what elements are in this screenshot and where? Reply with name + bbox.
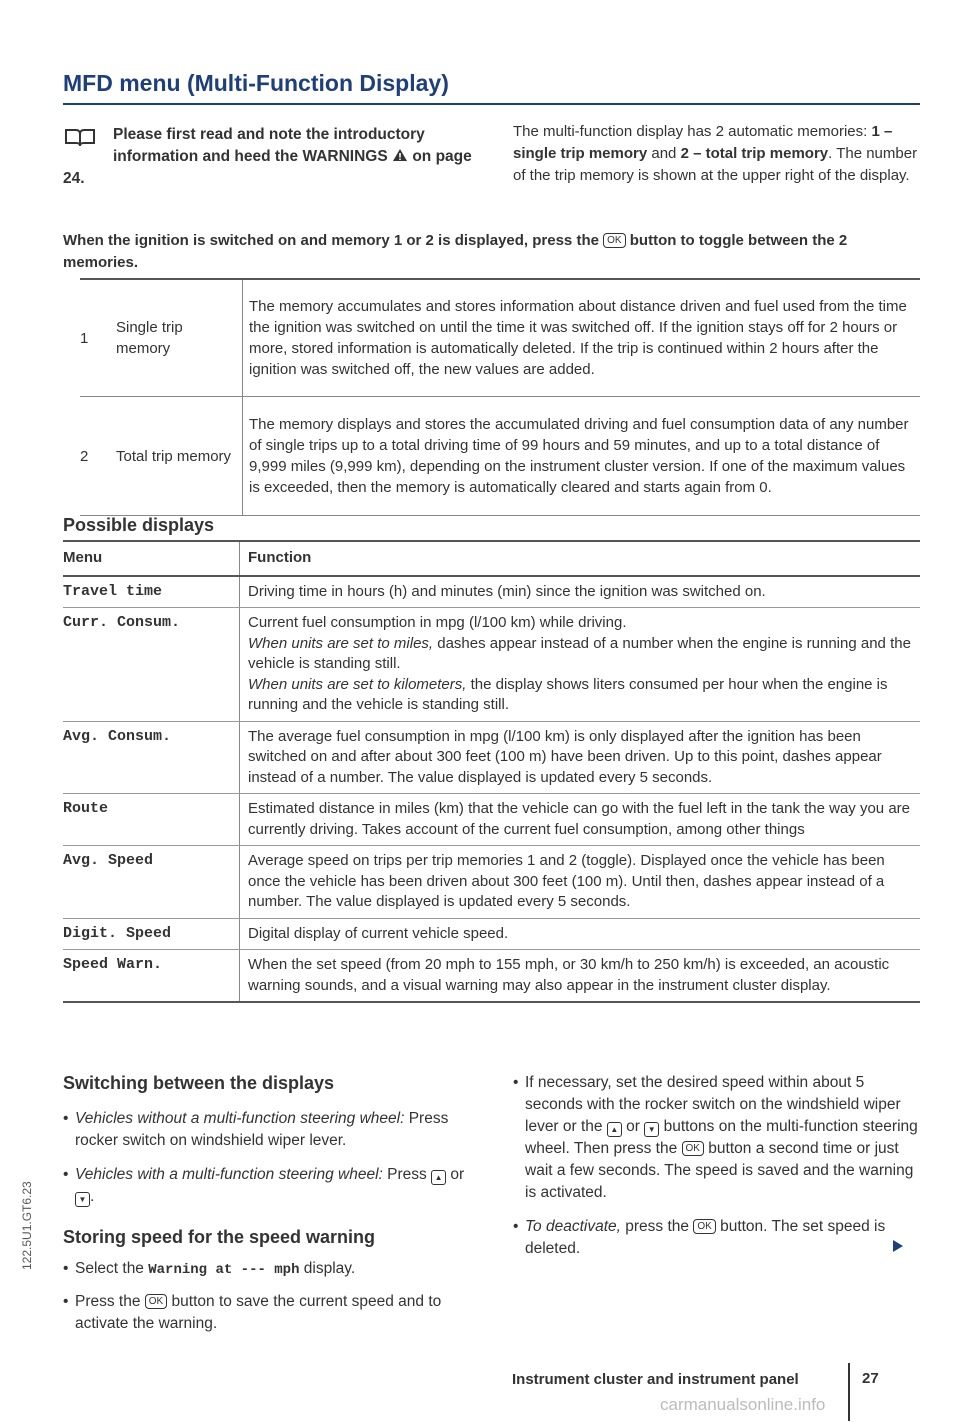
bullet-text: buttons on the multi-function steering wheel. Then press the (525, 1118, 918, 1157)
side-code: 122.5U1.GT6.23 (20, 1181, 34, 1270)
ok-button-icon: OK (145, 1294, 167, 1309)
memory-table (80, 278, 920, 516)
table-row (63, 794, 920, 846)
bullet-text: button a second time or just wait a few seconds. The speed is saved and the warning is activated. (525, 1140, 914, 1201)
left-column (63, 1072, 473, 1335)
footer-section: Instrument cluster and instrument panel (512, 1371, 799, 1388)
memory-row (80, 397, 920, 516)
function-cell (240, 608, 921, 722)
menu-cell: Curr. Consum. (63, 608, 240, 722)
memory-desc: The memory displays and stores the accumulated driving and fuel consumption data of any number of single trips up to a total driving time of 99 hours and 59 minutes, and up to a total distance of 9,999 miles (9,999 km), depending on the instrument cluster version. If one of the maximum values is exceeded, then the memory is automatically cleared and starts again from 0. (243, 397, 921, 516)
ok-button-icon: OK (693, 1219, 715, 1234)
function-part: the display shows liters consumed per hour when the engine is running and the vehicle is standing still. (248, 675, 888, 713)
memory-number: 2 (80, 397, 110, 516)
notice-text: Please first read and note the introductory information and heed the WARNINGS (113, 126, 425, 165)
function-text: Current fuel consumption in mpg (l/100 km) while driving. (248, 614, 627, 631)
memory-name: Total trip memory (110, 397, 243, 516)
bullet-italic: Vehicles with a multi-function steering wheel: (75, 1166, 383, 1183)
bullet-text: Select the (75, 1260, 149, 1277)
table-header (63, 541, 920, 576)
menu-cell: Travel time (63, 576, 240, 608)
function-text (248, 675, 912, 716)
displays-table (63, 540, 920, 1003)
table-row (63, 721, 920, 794)
function-cell: The average fuel consumption in mpg (l/100 km) is only displayed after the ignition has been switched on and after about 300 feet (100 m) have been driven. Up to this point, dashes appear instead of a number. The value displayed is updated every 5 seconds. (240, 721, 921, 794)
bullet-text: Press (382, 1166, 432, 1183)
function-cell: Digital display of current vehicle speed. (240, 918, 921, 950)
bullet-italic: Vehicles without a multi-function steering wheel: (75, 1110, 405, 1127)
intro-notice (63, 124, 473, 190)
menu-cell: Avg. Consum. (63, 721, 240, 794)
switching-heading: Switching between the displays (63, 1073, 335, 1093)
page-title: MFD menu (Multi-Function Display) (63, 70, 449, 96)
bullet-text: button to save the current speed and to activate the warning. (75, 1293, 442, 1332)
display-code: Warning at --- mph (148, 1262, 300, 1278)
list-item (63, 1258, 473, 1281)
function-cell: When the set speed (from 20 mph to 155 mph, or 30 km/h to 250 km/h) is exceeded, an acoustic warning sounds, and a visual warning may also appear in the instrument cluster display. (240, 950, 921, 1003)
function-italic: When units are set to miles, (248, 634, 434, 652)
ok-button-icon: OK (682, 1141, 704, 1156)
intro-bold: 2 – total trip memory (680, 145, 829, 162)
intro-part: and (647, 145, 681, 162)
table-row (63, 608, 920, 722)
storing-heading: Storing speed for the speed warning (63, 1227, 376, 1247)
possible-displays-heading: Possible displays (63, 515, 215, 535)
bullet-text: If necessary, set the desired speed within about 5 seconds with the rocker switch on the windshield wiper lever or the (525, 1074, 901, 1135)
down-arrow-icon: ▼ (75, 1192, 90, 1207)
function-cell: Driving time in hours (h) and minutes (min) since the ignition was switched on. (240, 576, 921, 608)
page-divider (848, 1363, 850, 1421)
table-row (63, 950, 920, 1003)
title-rule (63, 103, 920, 105)
menu-cell: Speed Warn. (63, 950, 240, 1003)
memory-row (80, 279, 920, 397)
right-column (513, 1072, 918, 1260)
menu-cell: Digit. Speed (63, 918, 240, 950)
list-item (63, 1291, 473, 1335)
bullet-italic: To deactivate, (525, 1218, 621, 1235)
up-arrow-icon: ▲ (607, 1122, 622, 1137)
bullet-text: Press rocker switch on windshield wiper lever. (75, 1110, 449, 1149)
up-arrow-icon: ▲ (431, 1170, 446, 1185)
bullet-text: or (621, 1118, 645, 1135)
intro-part: . The number of the trip memory is shown at the upper right of the display. (513, 145, 918, 184)
intro-part: The multi-function display has 2 automatic memories: (513, 123, 872, 140)
memory-desc: The memory accumulates and stores information about distance driven and fuel used from the time the ignition was switched on until the time it was switched off. If the ignition stays off for 2 hours or more, stored information is automatically deleted. If the trip is continued within 2 hours after the ignition was switched off, the new values are added. (243, 279, 921, 397)
notice-page-ref: on page 24. (63, 148, 472, 187)
lead-text: button to toggle between the 2 memories. (63, 232, 848, 271)
ok-button-icon: OK (603, 233, 625, 248)
continue-arrow-icon (893, 1240, 903, 1252)
function-italic: When units are set to kilometers, (248, 675, 467, 693)
page-number: 27 (862, 1370, 879, 1387)
bullet-text: or (446, 1166, 465, 1183)
memory-number: 1 (80, 279, 110, 397)
memory-name: Single trip memory (110, 279, 243, 397)
intro-text (513, 121, 918, 187)
list-item (513, 1072, 918, 1204)
watermark: carmanualsonline.info (660, 1395, 826, 1414)
function-cell: Average speed on trips per trip memories 1 and 2 (toggle). Displayed once the vehicle has been once the vehicle has been driven about 300 feet (100 m). Until then, dashes appear instead of a number. The value displayed is updated every 5 seconds. (240, 846, 921, 919)
bullet-text: . (90, 1188, 95, 1205)
bullet-text: press the (620, 1218, 694, 1235)
list-item (513, 1216, 918, 1260)
down-arrow-icon: ▼ (644, 1122, 659, 1137)
menu-cell: Avg. Speed (63, 846, 240, 919)
bullet-text: display. (299, 1260, 356, 1277)
table-row (63, 918, 920, 950)
function-text (248, 634, 912, 675)
menu-cell: Route (63, 794, 240, 846)
table-row (63, 576, 920, 608)
book-icon (63, 126, 97, 148)
col-menu: Menu (63, 541, 240, 576)
function-part: dashes appear instead of a number when the engine is running and the vehicle is standing still. (248, 634, 911, 672)
list-item (63, 1164, 473, 1208)
intro-bold: 1 – single trip memory (513, 123, 893, 162)
toggle-instruction (63, 230, 920, 274)
table-row (63, 846, 920, 919)
function-cell: Estimated distance in miles (km) that the vehicle can go with the fuel left in the tank the way you are currently driving. Takes account of the current fuel consumption, among other things (240, 794, 921, 846)
list-item (63, 1108, 473, 1152)
col-function: Function (240, 541, 921, 576)
lead-text: When the ignition is switched on and memory 1 or 2 is displayed, press the (63, 232, 599, 249)
bullet-text: Press the (75, 1293, 145, 1310)
warning-icon (392, 148, 408, 162)
bullet-text: button. The set speed is deleted. (525, 1218, 886, 1257)
